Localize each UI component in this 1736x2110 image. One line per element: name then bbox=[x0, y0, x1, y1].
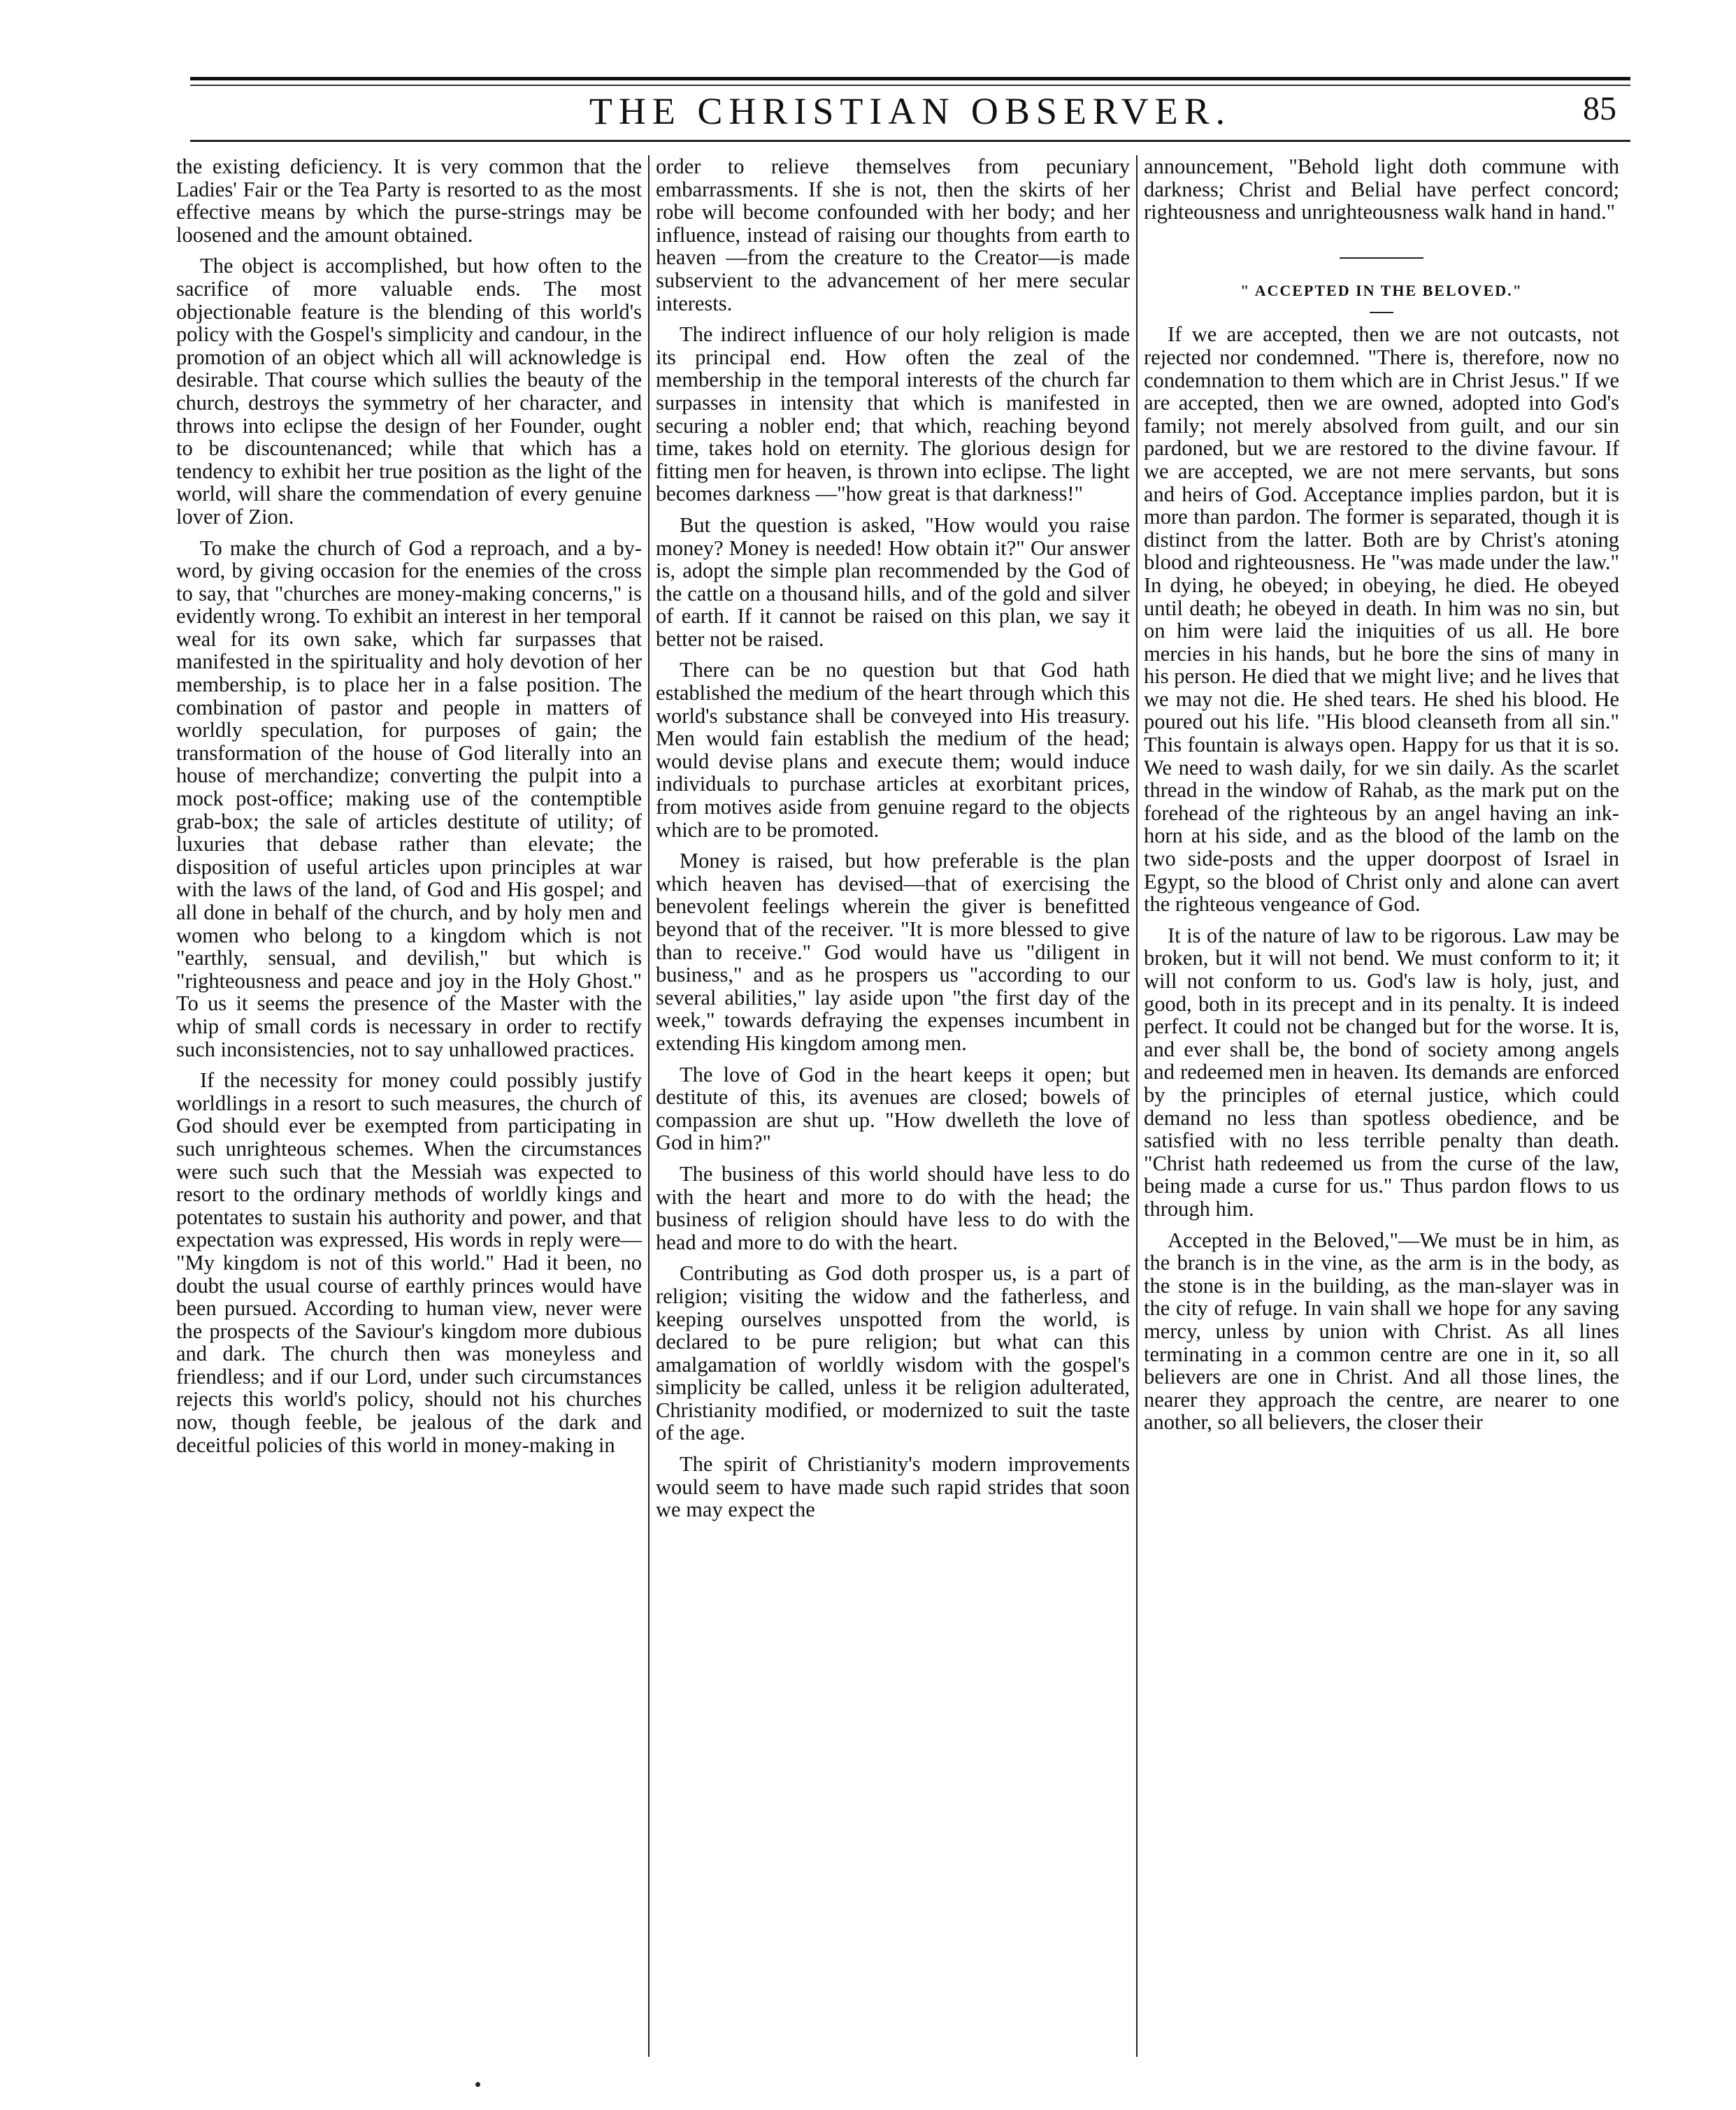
paragraph: To make the church of God a reproach, and a by-word, by giving occasion for the enemies of the cross to say, that "churches are money-making concerns," is evidently wrong. To exhibit an interest in her temporal weal for its own sake, which far surpasses that manifested in the spirituality and holy devotion of her membership, is to place her in a false position. The combination of pastor and people in matters of worldly speculation, for purposes of gain; the transformation of the house of God literally into an house of merchandize; converting the pulpit into a mock post-office; making use of the contemptible grab-box; the sale of articles destitute of utility; of luxuries that debase rather than elevate; the disposition of useful articles upon principles at war with the laws of the land, of God and His gospel; and all done in behalf of the church, and by holy men and women who belong to a kingdom which is not "earthly, sensual, and devilish," but which is "righteousness and peace and joy in the Holy Ghost." To us it seems the presence of the Master with the whip of small cords is necessary in order to rectify such inconsistencies, not to say unhallowed practices. bbox=[176, 536, 642, 1061]
paragraph: The object is accomplished, but how often to the sacrifice of more valuable ends. The most objectionable feature is the blending of this world's policy with the Gospel's simplicity and candour, in the promotion of an object which all will acknowledge is desirable. That course which sullies the beauty of the church, destroys the symmetry of her character, and throws into eclipse the design of her Founder, ought to be discountenanced; while that which has a tendency to exhibit her true position as the light of the world, will share the commendation of every genuine lover of Zion. bbox=[176, 254, 642, 529]
paragraph: the existing deficiency. It is very common that the Ladies' Fair or the Tea Party is resorted to as the most effective means by which the purse-strings may be loosened and the amount obtained. bbox=[176, 155, 642, 247]
paragraph: Accepted in the Beloved,"—We must be in him, as the branch is in the vine, as the arm is in the body, as the stone is in the building, as the man-slayer was in the city of refuge. In vain shall we hope for any saving mercy, unless by union with Christ. As all lines terminating in a common centre are one in it, so all believers are one in Christ. And all those lines, the nearer they approach the centre, are nearer to one another, so all believers, the closer their bbox=[1144, 1228, 1619, 1435]
column-divider-1 bbox=[648, 155, 650, 2057]
section-divider bbox=[1340, 257, 1423, 259]
paragraph: The business of this world should have less to do with the heart and more to do with the head; the business of religion should have less to do with the head and more to do with the heart. bbox=[656, 1161, 1130, 1254]
paragraph: There can be no question but that God hath established the medium of the heart through which this world's substance shall be conveyed into His treasury. Men would fain establish the medium of the head; would devise plans and execute them; would induce individuals to purchase articles at exorbitant prices, from motives aside from genuine regard to the objects which are to be promoted. bbox=[656, 658, 1130, 842]
column-1 bbox=[176, 155, 642, 2057]
paragraph: order to relieve themselves from pecuniary embarrassments. If she is not, then the skirts of her robe will become confounded with her body; and her influence, instead of raising our thoughts from earth to heaven —from the creature to the Creator—is made subservient to the advancement of her mere secular interests. bbox=[656, 155, 1130, 315]
article-heading: " ACCEPTED IN THE BELOVED." bbox=[1240, 281, 1523, 299]
running-header bbox=[190, 89, 1630, 138]
paragraph: The love of God in the heart keeps it open; but destitute of this, its avenues are closed; bowels of compassion are shut up. "How dwelleth the love of God in him?" bbox=[656, 1062, 1130, 1155]
column-2 bbox=[656, 155, 1130, 2057]
paragraph: Contributing as God doth prosper us, is a part of religion; visiting the widow and the fatherless, and keeping ourselves unspotted from the world, is declared to be pure religion; but what can this amalgamation of worldly wisdom with the gospel's simplicity be called, unless it be religion adulterated, Christianity modified, or modernized to suit the taste of the age. bbox=[656, 1261, 1130, 1445]
print-speck bbox=[475, 2082, 480, 2087]
top-rule-thin bbox=[190, 85, 1630, 86]
column-3 bbox=[1144, 155, 1619, 2057]
paragraph: The spirit of Christianity's modern improvements would seem to have made such rapid strides that soon we may expect the bbox=[656, 1452, 1130, 1522]
page-number: 85 bbox=[1583, 90, 1616, 127]
paragraph: Money is raised, but how preferable is the plan which heaven has devised—that of exercising the benevolent feelings wherein the giver is benefitted beyond that of the receiver. "It is more blessed to give than to receive." God would have us "diligent in business," and as he prospers us "according to our several abilities," lay aside upon "the first day of the week," towards defraying the expenses incumbent in extending His kingdom among men. bbox=[656, 849, 1130, 1055]
journal-title: THE CHRISTIAN OBSERVER. bbox=[589, 90, 1232, 132]
paragraph: It is of the nature of law to be rigorous. Law may be broken, but it will not bend. We must conform to it; it will not conform to us. God's law is holy, just, and good, both in its precept and in its penalty. It is indeed perfect. It could not be changed but for the worse. It is, and ever shall be, the bond of society among angels and redeemed men in heaven. Its demands are enforced by the principles of eternal justice, which could demand no less than spotless obedience, and be satisfied with no less terrible penalty than death. "Christ hath redeemed us from the curse of the law, being made a curse for us." Thus pardon flows to us through him. bbox=[1144, 923, 1619, 1221]
paragraph: announcement, "Behold light doth commune with darkness; Christ and Belial have perfect concord; righteousness and unrighteousness walk hand in hand." bbox=[1144, 155, 1619, 224]
paragraph: But the question is asked, "How would you raise money? Money is needed! How obtain it?" Our answer is, adopt the simple plan recommended by the God of the cattle on a thousand hills, and of the gold and silver of earth. If it cannot be raised on this plan, we say it better not be raised. bbox=[656, 512, 1130, 651]
header-rule bbox=[190, 140, 1630, 142]
column-divider-2 bbox=[1136, 155, 1138, 2057]
top-rule-thick bbox=[190, 77, 1630, 80]
paragraph: The indirect influence of our holy religion is made its principal end. How often the zeal of the membership in the temporal interests of the church far surpasses in intensity that which is manifested in securing a nobler end; that which, reaching beyond time, takes hold on eternity. The glorious design for fitting men for heaven, is thrown into eclipse. The light becomes darkness —"how great is that darkness!" bbox=[656, 322, 1130, 506]
paragraph: If the necessity for money could possibly justify worldlings in a resort to such measures, the church of God should ever be exempted from participating in such unrighteous schemes. When the circumstances were such such that the Messiah was expected to resort to the ordinary methods of worldly kings and potentates to sustain his authority and power, and that expectation was expressed, His words in reply were— "My kingdom is not of this world." Had it been, no doubt the usual course of earthly princes would have been pursued. According to human view, never were the prospects of the Saviour's kingdom more dubious and dark. The church then was moneyless and friendless; and if our Lord, under such circumstances rejects this world's policy, should not his churches now, though feeble, be jealous of the dark and deceitful policies of this world in money-making in bbox=[176, 1068, 642, 1457]
heading-dash bbox=[1370, 312, 1393, 313]
paragraph: If we are accepted, then we are not outcasts, not rejected nor condemned. "There is, therefore, now no condemnation to them which are in Christ Jesus." If we are accepted, then we are owned, adopted into God's family; not merely absolved from guilt, and our sin pardoned, but we are restored to the divine favour. If we are accepted, we are not mere servants, but sons and heirs of God. Acceptance implies pardon, but it is more than pardon. The former is separated, though it is distinct from the latter. Both are by Christ's atoning blood and righteousness. He "was made under the law." In dying, he obeyed; in obeying, he died. He obeyed until death; he obeyed in death. In him was no sin, but on him were laid the iniquities of us all. He bore mercies in his hands, but he bore the sins of many in his person. He died that we might live; and he lives that we may not die. He shed tears. He shed his blood. He poured out his life. "His blood cleanseth from all sin." This fountain is always open. Happy for us that it is so. We need to wash daily, for we sin daily. As the scarlet thread in the window of Rahab, as the mark put on the forehead of the righteous by an angel having an ink-horn at his side, and as the blood of the lamb on the two side-posts and the upper doorpost of Israel in Egypt, so the blood of Christ only and alone can avert the righteous vengeance of God. bbox=[1144, 322, 1619, 917]
